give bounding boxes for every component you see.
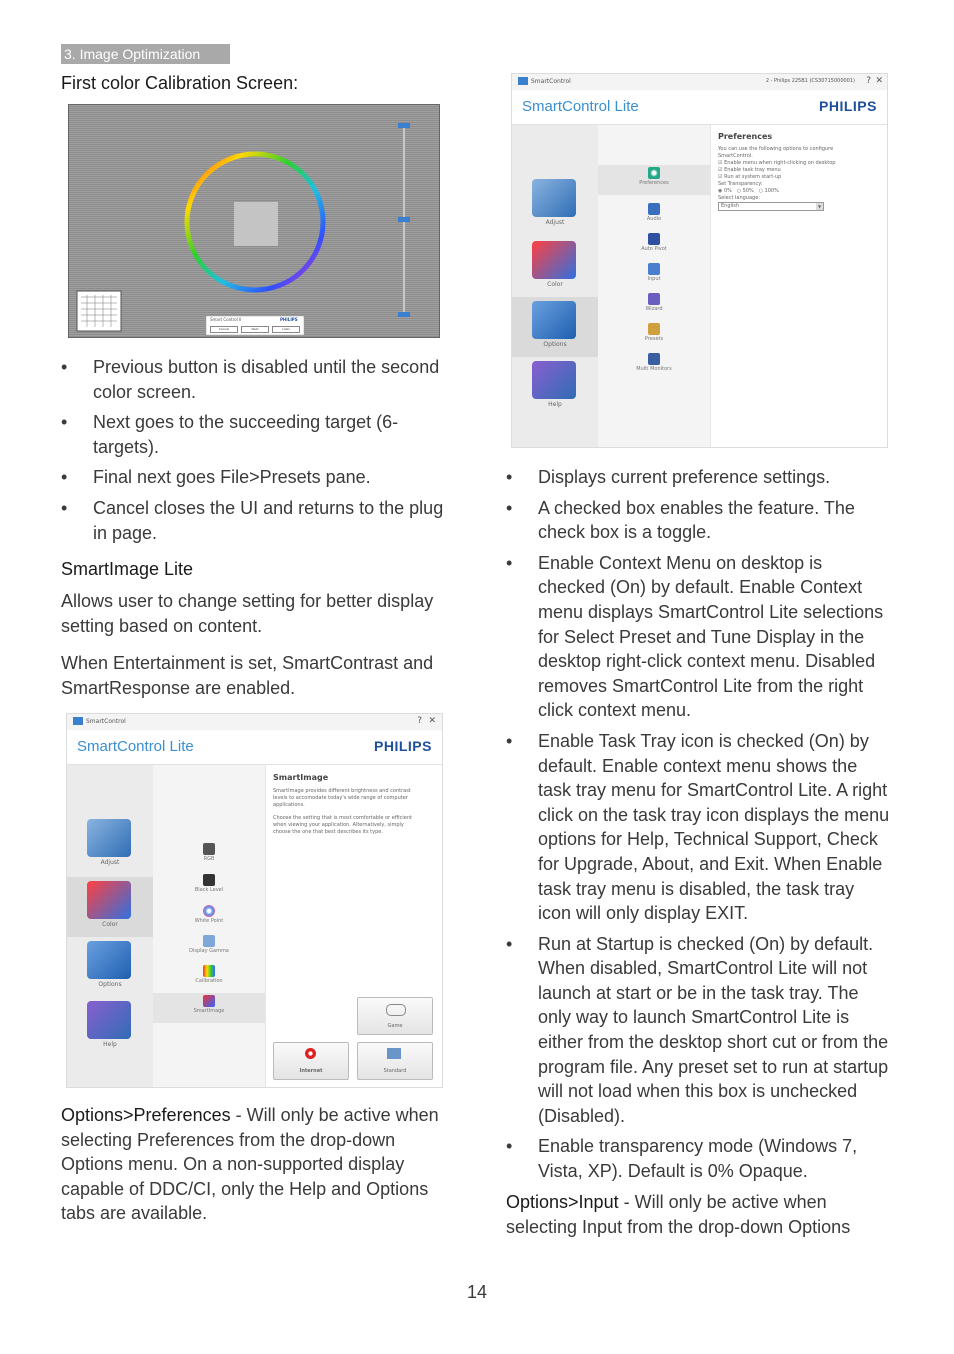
list-item: • Final next goes File>Presets pane. <box>61 465 453 490</box>
sub-item-presets[interactable]: Presets <box>598 321 710 351</box>
sub-item-smartimage[interactable]: SmartImage <box>153 993 265 1023</box>
window-title: SmartControl <box>86 718 126 725</box>
content-title: Preferences <box>718 132 773 141</box>
list-item: • Previous button is disabled until the second color screen. <box>61 355 453 404</box>
window-header <box>512 90 887 125</box>
black-level-icon <box>203 874 215 886</box>
smartimage-icon <box>203 995 215 1007</box>
sub-item-input[interactable]: Input <box>598 261 710 291</box>
sub-item-auto-pivot[interactable]: Auto Pivot <box>598 231 710 261</box>
app-icon <box>518 77 528 85</box>
sub-item-preferences[interactable]: Preferences <box>598 165 710 195</box>
list-item: • Enable transparency mode (Windows 7, Vista, XP). Default is 0% Opaque. <box>506 1134 892 1183</box>
gamma-icon <box>203 935 215 947</box>
nav-item-help[interactable]: Help <box>67 997 153 1057</box>
radio-icon[interactable]: ○ <box>736 188 742 194</box>
philips-logo: PHILIPS <box>819 98 877 114</box>
list-item: • Displays current preference settings. <box>506 465 892 490</box>
sub-item-white-point[interactable]: White Point <box>153 903 265 933</box>
cal-footer-brand: Smart Control II <box>210 317 242 322</box>
nav-item-adjust[interactable]: Adjust <box>512 175 598 235</box>
checkbox-checked-icon[interactable]: ☑ <box>718 167 723 173</box>
help-icon[interactable]: ? <box>866 76 871 86</box>
cal-next-button[interactable]: Next <box>241 326 269 333</box>
preferences-icon <box>648 167 660 179</box>
help-question-icon <box>532 361 576 399</box>
pref-check-context-menu[interactable]: ☑ Enable menu when right-clicking on desktop <box>718 160 836 166</box>
smartimage-paragraph-1: Allows user to change setting for better display setting based on content. <box>61 591 434 636</box>
cal-heading: First color Calibration Screen: <box>61 73 299 93</box>
options-input-term: Options>Input <box>506 1192 619 1212</box>
options-preferences-paragraph: Options>Preferences - Will only be active when selecting Preferences from the drop-down Options menu. On a non-supported display capable of DDC/CI, only the Help and Options tabs are available. <box>61 1105 439 1224</box>
chevron-down-icon[interactable]: ▼ <box>817 204 822 209</box>
sub-item-audio[interactable]: Audio <box>598 201 710 231</box>
language-select[interactable]: English ▼ <box>718 202 824 211</box>
list-item: • A checked box enables the feature. The check box is a toggle. <box>506 496 892 545</box>
list-item: • Next goes to the succeeding target (6-targets). <box>61 410 453 459</box>
white-point-icon <box>203 905 215 917</box>
transparency-radios: ◉ 0% ○ 50% ○ 100% <box>718 188 779 194</box>
smartimage-paragraph-2: When Entertainment is set, SmartContrast and SmartResponse are enabled. <box>61 653 434 698</box>
nav-item-help[interactable]: Help <box>512 357 598 417</box>
left-nav <box>512 125 598 447</box>
options-preferences-term: Options>Preferences <box>61 1105 231 1125</box>
sub-nav <box>153 765 266 1087</box>
content-title: SmartImage <box>273 773 329 782</box>
gear-icon <box>532 301 576 339</box>
language-label: Select language: <box>718 195 760 201</box>
list-item: • Enable Context Menu on desktop is checked (On) by default. Enable Context menu displays SmartControl Lite selections for Select Preset and Tune Display in the desktop right-click context menu. Disabled removes SmartControl Lite from the right click context menu. <box>506 551 892 723</box>
sub-nav <box>598 125 711 447</box>
window-header <box>67 730 442 765</box>
preset-tile-game[interactable]: Game <box>357 997 433 1035</box>
multi-monitor-icon <box>648 353 660 365</box>
cal-bullet-list <box>61 355 453 551</box>
color-icon <box>532 241 576 279</box>
window-titlebar <box>512 74 887 90</box>
calibration-graphic <box>69 105 439 337</box>
pref-check-task-tray[interactable]: ☑ Enable task tray menu <box>718 167 781 173</box>
nav-item-options[interactable]: Options <box>512 297 598 357</box>
sub-item-black-level[interactable]: Black Level <box>153 872 265 902</box>
gamepad-icon <box>386 1004 406 1016</box>
content-text: SmartImage provides different brightness and contrast levels to accomodate today's wide range of computer applications. <box>273 788 411 808</box>
close-icon[interactable]: ✕ <box>875 76 883 86</box>
nav-item-options[interactable]: Options <box>67 937 153 997</box>
smartimage-heading: SmartImage Lite <box>61 559 194 579</box>
page-number: 14 <box>466 1282 488 1302</box>
smartimage-content <box>273 765 442 1087</box>
sub-item-rgb[interactable]: RGB <box>153 841 265 871</box>
preferences-content <box>718 125 887 447</box>
audio-icon <box>648 203 660 215</box>
calibration-icon <box>203 965 215 977</box>
nav-item-color[interactable]: Color <box>512 237 598 297</box>
wizard-icon <box>648 293 660 305</box>
help-question-icon <box>87 1001 131 1039</box>
presets-icon <box>648 323 660 335</box>
options-input-paragraph: Options>Input - Will only be active when selecting Input from the drop-down Options <box>506 1192 851 1237</box>
gear-icon <box>87 941 131 979</box>
list-item: • Run at Startup is checked (On) by default. When disabled, SmartControl Lite will not launch at start or be in the task tray. The only way to launch SmartControl Lite is either from the desktop short cut or from the program file. Any preset set to run at startup will not load when this box is unchecked (Disabled). <box>506 932 892 1129</box>
radio-icon[interactable]: ○ <box>758 188 763 194</box>
standard-icon <box>387 1048 401 1059</box>
help-icon[interactable]: ? <box>417 716 422 726</box>
monitor-label: 2 - Philips 225B1 (CS30715000001) <box>765 78 855 84</box>
preferences-window <box>511 73 888 448</box>
input-icon <box>648 263 660 275</box>
close-icon[interactable]: ✕ <box>428 716 436 726</box>
target-patch <box>234 202 278 246</box>
preset-tile-standard[interactable]: Standard <box>357 1042 433 1080</box>
brand-title: SmartControl Lite <box>522 98 639 115</box>
content-intro: You can use the following options to configure SmartControl. <box>718 146 834 159</box>
window-titlebar <box>67 714 442 730</box>
adjust-icon <box>532 179 576 217</box>
sub-item-display-gamma[interactable]: Display Gamma <box>153 933 265 963</box>
adjust-icon <box>87 819 131 857</box>
philips-logo: PHILIPS <box>374 738 432 754</box>
right-bullet-list <box>506 465 892 1190</box>
cal-cancel-button[interactable]: Cancel <box>210 326 238 333</box>
section-tab: 3. Image Optimization <box>61 44 230 64</box>
cal-later-button[interactable]: Later <box>272 326 300 333</box>
smartimage-window <box>66 713 443 1088</box>
app-icon <box>73 717 83 725</box>
sub-item-wizard[interactable]: Wizard <box>598 291 710 321</box>
sub-item-multi-monitors[interactable]: Multi Monitors <box>598 351 710 381</box>
nav-item-color[interactable]: Color <box>67 877 153 937</box>
cal-footer-logo: PHILIPS <box>280 317 298 322</box>
color-icon <box>87 881 131 919</box>
window-title: SmartControl <box>531 78 571 85</box>
brand-title: SmartControl Lite <box>77 738 194 755</box>
nav-item-adjust[interactable]: Adjust <box>67 815 153 875</box>
checkbox-checked-icon[interactable]: ☑ <box>718 174 723 180</box>
list-item: • Cancel closes the UI and returns to the plug in page. <box>61 496 453 545</box>
pref-check-run-startup[interactable]: ☑ Run at system start-up <box>718 174 782 180</box>
list-item: • Enable Task Tray icon is checked (On) by default. Enable context menu shows the task tray menu for SmartControl Lite. A right click on the task tray icon displays the menu options for Help, Technical Support, Check for Upgrade, About, and Exit. When Enable task tray menu is disabled, the task tray icon will only display EXIT. <box>506 729 892 926</box>
preset-tile-internet[interactable]: Internet <box>273 1042 349 1080</box>
sub-item-calibration[interactable]: Calibration <box>153 963 265 993</box>
internet-icon <box>305 1048 316 1059</box>
content-text: Choose the setting that is most comfortable or efficient when viewing your application. Alternatively, simply choose the one that best describes its type. <box>273 815 412 835</box>
transparency-label: Set Transparency: <box>718 181 763 187</box>
left-nav <box>67 765 153 1087</box>
pivot-icon <box>648 233 660 245</box>
calibration-screen <box>68 104 440 338</box>
radio-selected-icon[interactable]: ◉ <box>718 188 723 194</box>
checkbox-checked-icon[interactable]: ☑ <box>718 160 723 166</box>
rgb-icon <box>203 843 215 855</box>
